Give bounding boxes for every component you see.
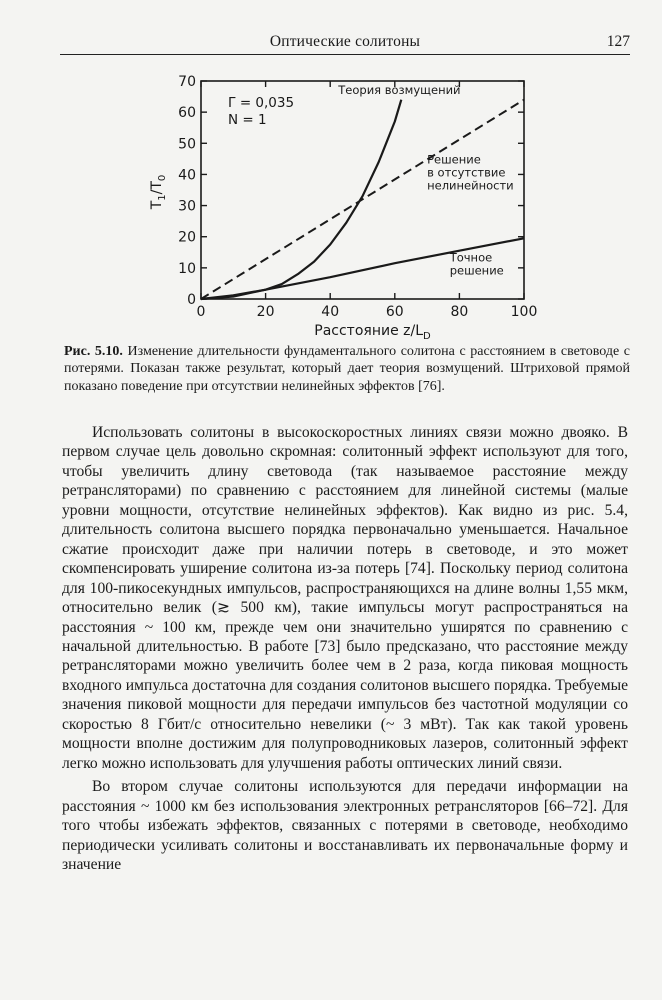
x-tick-label: 60 xyxy=(385,304,404,320)
plot-parameter: Γ = 0,035 xyxy=(228,95,295,111)
plot-parameter: N = 1 xyxy=(228,112,267,128)
caption-text: Изменение длительности фундаментального солитона с расстоянием в световоде с потерями. Показан также результат, который дает теория возмущений. Штриховой прямой показано поведение при отсутствии нелинейных эффектов [76]. xyxy=(64,344,630,394)
y-axis-label-part: / xyxy=(149,189,165,195)
paragraph-1: Использовать солитоны в высокоскоростных линиях связи можно двояко. В первом случае цель довольно скромная: солитонный эффект используют для того, чтобы увеличить длину световода (так называемое расстояние между ретрансляторами) по сравнению с расстоянием для линейной системы (малые уровни мощности, отсутствие нелинейных эффектов). Как видно из рис. 5.4, длительность солитона высшего порядка первоначально уменьшается. Начальное сжатие происходит даже при наличии потерь в световоде, и это может скомпенсировать уширение солитона из-за потерь [74]. Поскольку период солитона для 100-пикосекундных импульсов, распространяющихся на длине волны 1,55 мкм, относительно велик (≳ 500 км), такие импульсы могут распространяться на расстояния ~ 100 км, прежде чем они значительно уширятся по сравнению с начальной длительностью. В работе [73] было предсказано, что расстояние между ретрансляторами можно увеличить более чем в 2 раза, когда пиковая мощность входного импульса достаточна для создания солитонов высшего порядка. Требуемые значения пиковой мощности для передачи импульсов без частотной модуляции со скоростью 8 Гбит/с относительно невелики (~ 3 мВт). Так как такой уровень мощности вполне достижим для полупроводниковых лазеров, солитонный эффект легко можно использовать для улучшения работы оптических линий связи. xyxy=(62,424,628,772)
y-tick-label: 30 xyxy=(178,198,196,215)
series-annotation: Теория возмущений xyxy=(338,83,461,98)
y-tick-label: 0 xyxy=(187,292,196,308)
y-tick-label: 60 xyxy=(178,105,196,122)
x-tick-label: 0 xyxy=(196,304,206,320)
y-axis-label-part: T xyxy=(149,200,165,210)
y-tick-label: 50 xyxy=(178,136,196,153)
running-title: Оптические солитоны xyxy=(269,33,421,50)
y-axis-label-part: 1 xyxy=(157,194,168,201)
series-annotation: Точное xyxy=(449,250,493,265)
series-annotation: нелинейности xyxy=(427,178,514,193)
series-annotation: Решение xyxy=(427,152,481,167)
y-tick-label: 40 xyxy=(178,167,196,184)
x-axis-label-main: Расстояние z/L xyxy=(314,323,424,339)
body-text xyxy=(62,423,628,874)
y-tick-label: 20 xyxy=(178,229,196,246)
caption-label: Рис. 5.10. xyxy=(64,344,123,359)
soliton-width-chart xyxy=(140,70,540,340)
y-tick-label: 70 xyxy=(178,74,196,90)
running-header xyxy=(60,30,630,55)
y-tick-label: 10 xyxy=(178,260,196,277)
y-axis-label-part: T xyxy=(149,181,165,190)
y-axis-label-part: 0 xyxy=(157,174,168,182)
y-axis-label xyxy=(149,175,168,211)
page-number: 127 xyxy=(606,33,630,50)
x-axis-label xyxy=(314,323,431,340)
paragraph-2: Во втором случае солитоны используются для передачи информации на расстояния ~ 1000 км без использования электронных ретрансляторов [66–72]. Для того чтобы избежать эффектов, связанных с потерями в световоде, необходимо периодически усиливать солитоны и восстанавливать их первоначальные форму и значение xyxy=(62,778,628,873)
x-tick-label: 20 xyxy=(256,304,275,320)
x-tick-label: 40 xyxy=(321,304,340,320)
x-axis-label-sub: D xyxy=(423,331,431,340)
figure-caption xyxy=(64,343,630,395)
x-tick-label: 100 xyxy=(510,304,538,320)
series-annotation: решение xyxy=(449,263,504,278)
x-tick-label: 80 xyxy=(450,304,469,320)
series-annotation: в отсутствие xyxy=(427,165,506,180)
